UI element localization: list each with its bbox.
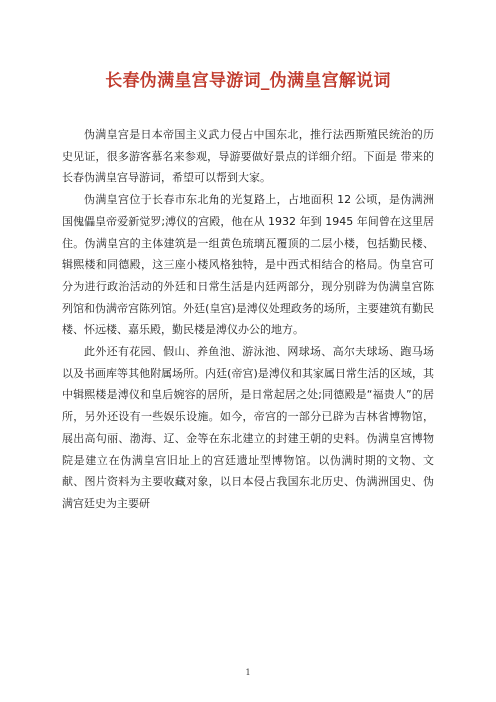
page-number: 1 xyxy=(245,668,251,677)
document-title: 长春伪满皇宫导游词_伪满皇宫解说词 xyxy=(105,71,391,91)
paragraph-facilities: 此外还有花园、假山、养鱼池、游泳池、网球场、高尔夫球场、跑马场以及书画库等其他附属场所。内廷(帝宫)是溥仪和其家属日常生活的区域，其中辑熙楼是溥仪和皇后婉容的居所，是日常起居之处;同德殿是“福贵人”的居所，另外还设有一些娱乐设施。如今，帝宫的一部分已辟为吉林省博物馆，展出高句丽、渤海、辽、金等在东北建立的封建王朝的史料。伪满皇宫博物院是建立在伪满皇宫旧址上的宫廷遗址型博物馆。以伪满时期的文物、文献、图片资料为主要收藏对象，以日本侵占我国东北历史、伪满洲国史、伪满宫廷史为主要研 xyxy=(62,345,434,510)
paragraph-location: 伪满皇宫位于长春市东北角的光复路上，占地面积 12 公顷，是伪满洲国傀儡皇帝爱新觉罗;溥仪的宫殿，他在从 1932 年到 1945 年间曾在这里居住。伪满皇宫的主体建筑是一组黄色琉璃瓦覆顶的二层小楼，包括勤民楼、辑熙楼和同德殿，这三座小楼风格独特，是中西式相结合的格局。伪皇宫可分为进行政治活动的外廷和日常生活是内廷两部分，现分别辟为伪满皇宫陈列馆和伪满帝宫陈列馆。外廷(皇宫)是溥仪处理政务的场所，主要建筑有勤民楼、怀远楼、嘉乐殿，勤民楼是溥仪办公的地方。 xyxy=(62,193,434,337)
document-body xyxy=(62,124,434,515)
paragraph-intro: 伪满皇宫是日本帝国主义武力侵占中国东北，推行法西斯殖民统治的历史见证，很多游客慕名来参观，导游要做好景点的详细介绍。下面是 带来的长春伪满皇宫导游词，希望可以帮到大家。 xyxy=(62,128,434,185)
